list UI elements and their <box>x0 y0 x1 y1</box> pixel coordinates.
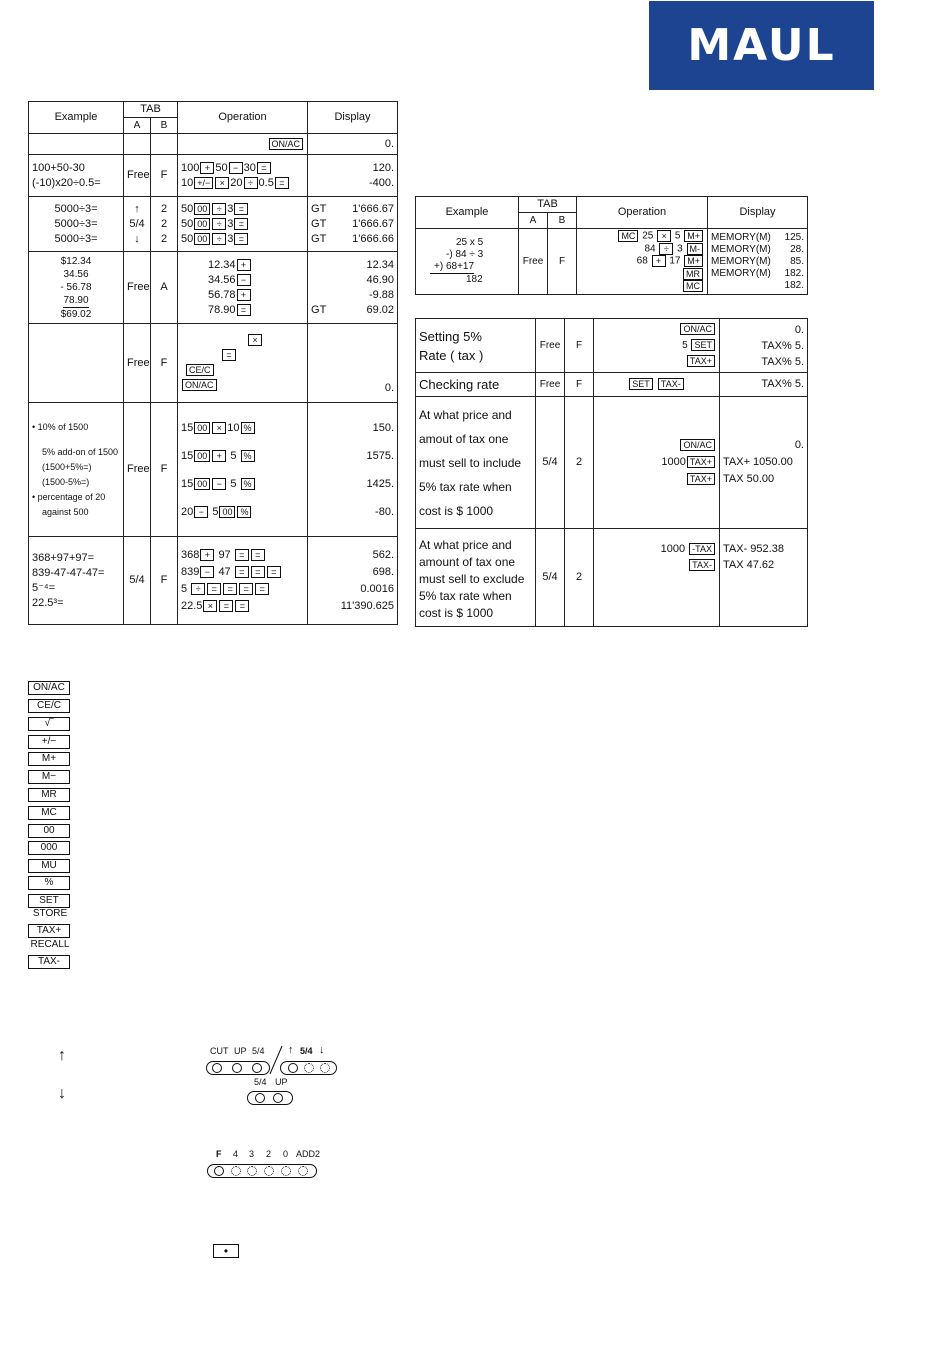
tab-a-value: Free <box>124 155 151 197</box>
table-row <box>29 134 398 155</box>
table-row: At what price and amount of tax one must sell to exclude 5% tax rate when cost is $ 1000 5/4 2 1000 -TAX TAX- TAX- 952.38 TAX 47.62 <box>416 529 808 627</box>
table-row: At what price and amout of tax one must sell to include 5% tax rate when cost is $ 1000 5/4 2 ON/AC 1000 TAX+ TAX+ 0. TAX+ 1050.00 TAX 50.00 <box>416 397 808 529</box>
example-text: 100+50-30 <box>32 161 85 174</box>
onac-key: ON/AC <box>269 138 304 150</box>
header-example: Example <box>29 102 124 134</box>
table-row: • 10% of 1500 5% add-on of 1500 (1500+5%=) (1500-5%=) • percentage of 20 against 500 Free F 15 00 × 10 % 15 00 + 5 % 15 00 − 5 % 20 − 5 00 % 150. 1575. 1425. -80. <box>29 403 398 537</box>
legend-mr-key: MR <box>28 788 70 802</box>
table-row: 368+97+97= 839-47-47-47= 5⁻⁴= 22.5³= 5/4 F 368 + 97 = = 839 − 47 = = = 5 ÷ = = = = 22.5 × = = 562. 698. 0.0016 11'390.625 <box>29 537 398 625</box>
legend-set-key: SET <box>28 894 70 908</box>
legend-percent-key: % <box>28 876 70 890</box>
legend-000-key: 000 <box>28 841 70 855</box>
legend-sqrt-key: √‾ <box>28 717 70 731</box>
legend-taxplus-key: TAX+ <box>28 924 70 938</box>
legend-mplus-key: M+ <box>28 752 70 766</box>
examples-table <box>28 101 398 625</box>
operation-cell: 100 + 50 − 30 = 10 +/− × 20 ÷ 0.5 = <box>178 155 308 197</box>
table-row: 100+50-30 (-10)x20÷0.5= Free F 100 + 50 − 30 = 10 +/− × 20 ÷ 0.5 = 120. -400. <box>29 155 398 197</box>
table-row: $12.34 34.56 - 56.78 78.90 $69.02 Free A 12.34 + 34.56 − 56.78 + 78.90 = 12.34 46.90 -9.88 GT 69.02 <box>29 252 398 324</box>
arrow-up-icon: ↑ <box>58 1047 66 1064</box>
decimal-point-key: • <box>213 1244 239 1258</box>
table-row: Setting 5% Rate ( tax ) Free F ON/AC 5 SET TAX+ 0. TAX% 5. TAX% 5. <box>416 319 808 373</box>
header-a: A <box>124 118 151 134</box>
header-display: Display <box>308 102 398 134</box>
table-row: 25 x 5 -) 84 ÷ 3 +) 68+17 182 Free F MC 25 × 5 M+ 84 ÷ 3 M- 68 + 17 M+ MR MC MEMORY(M) 125. MEMORY(M) 28. MEMORY(M) 85. MEMORY(M) 182. 182. <box>416 229 808 295</box>
legend-mu-key: MU <box>28 859 70 873</box>
memory-table: Example TAB Operation Display A B 25 x 5 -) 84 ÷ 3 +) 68+17 182 Free F MC 25 × 5 M+ 84 ÷ 3 M- 68 + 17 M+ MR MC MEMORY(M) 125. MEMORY(M) 28. MEMORY(M) 85. MEMORY(M) 182. 182. <box>415 196 808 295</box>
header-b: B <box>151 118 178 134</box>
maul-logo: MAUL <box>649 1 874 90</box>
tax-table <box>415 318 808 627</box>
header-operation: Operation <box>178 102 308 134</box>
table-row: Checking rate Free F SET TAX- TAX% 5. <box>416 373 808 397</box>
tab-b-value: F <box>151 155 178 197</box>
legend-taxminus-key: TAX- <box>28 955 70 969</box>
legend-cec-key: CE/C <box>28 699 70 713</box>
display-value: 0. <box>308 134 398 155</box>
table-row: Free F × = CE/C ON/AC 0. <box>29 324 398 403</box>
legend-sign-key: +/− <box>28 735 70 749</box>
legend-recall-label: RECALL <box>30 939 70 950</box>
table-row: 5000÷3= 5000÷3= 5000÷3= ↑ 5/4 ↓ 2 2 2 50 00 ÷ 3 = 50 00 ÷ 3 = 50 00 ÷ 3 = GT 1'666.67 GT 1'666.67 GT 1'666.66 <box>29 197 398 252</box>
header-tab: TAB <box>124 102 178 118</box>
legend-00-key: 00 <box>28 824 70 838</box>
legend-store-label: STORE <box>32 908 68 919</box>
legend-mminus-key: M− <box>28 770 70 784</box>
legend-onac-key: ON/AC <box>28 681 70 695</box>
arrow-down-icon: ↓ <box>58 1085 66 1102</box>
legend-mc-key: MC <box>28 806 70 820</box>
example-text: (-10)x20÷0.5= <box>32 176 101 189</box>
